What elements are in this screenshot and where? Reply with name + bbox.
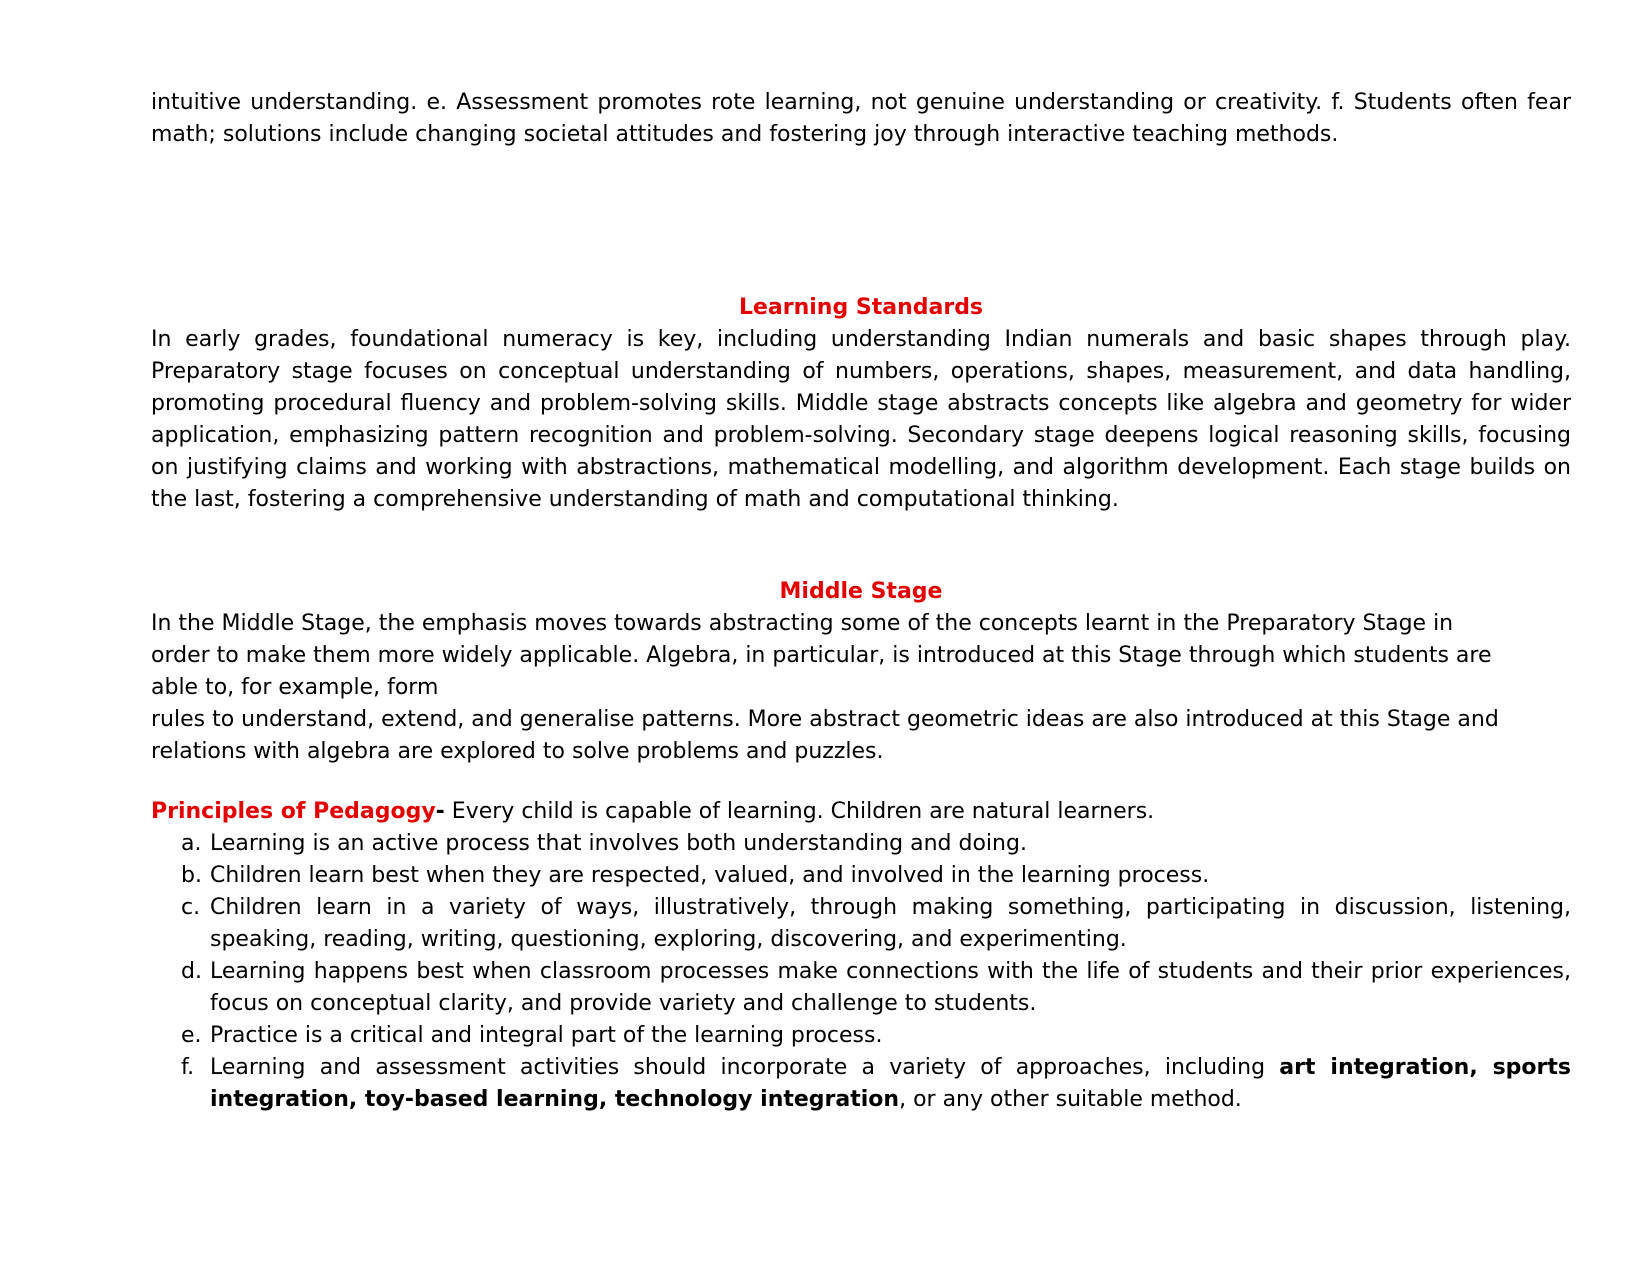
list-item xyxy=(151,828,1571,860)
middle-stage-line: able to, for example, form xyxy=(151,675,439,700)
learning-standards-body: In early grades, foundational numeracy is key, including understanding Indian numerals and basic shapes through play. Preparatory stage focuses on conceptual understanding of numbers, operations, shapes, measurement, and data handling, promoting procedural fluency and problem-solving skills. Middle stage abstracts concepts like algebra and geometry for wider application, emphasizing pattern recognition and problem-solving. Secondary stage deepens logical reasoning skills, focusing on justifying claims and working with abstractions, mathematical modelling, and algorithm development. Each stage builds on the last, fostering a comprehensive understanding of math and computational thinking. xyxy=(151,327,1571,512)
list-item xyxy=(151,956,1571,1020)
list-item-text-after: , or any other suitable method. xyxy=(899,1087,1242,1112)
middle-stage-body xyxy=(151,608,1571,768)
pedagogy-dash: - xyxy=(435,799,445,824)
list-item-text: Children learn in a variety of ways, illustratively, through making something, participating in discussion, listening, speaking, reading, writing, questioning, exploring, discovering, and experimenting. xyxy=(210,895,1571,952)
list-marker: a. xyxy=(181,831,202,856)
list-item xyxy=(151,860,1571,892)
list-item xyxy=(151,1052,1571,1116)
learning-standards-heading: Learning Standards xyxy=(738,295,984,320)
pedagogy-intro-line xyxy=(151,796,1571,828)
continued-paragraph: intuitive understanding. e. Assessment promotes rote learning, not genuine understanding or creativity. f. Students often fear math; solutions include changing societal attitudes and fostering joy through interactive teaching methods. xyxy=(151,90,1571,147)
middle-stage-heading: Middle Stage xyxy=(779,579,943,604)
list-item-text: Learning happens best when classroom processes make connections with the life of students and their prior experiences, focus on conceptual clarity, and provide variety and challenge to students. xyxy=(210,959,1571,1016)
middle-stage-line: order to make them more widely applicable. Algebra, in particular, is introduced at this Stage through which students are xyxy=(151,643,1492,668)
pedagogy-intro: Every child is capable of learning. Children are natural learners. xyxy=(444,799,1155,824)
middle-stage-section xyxy=(151,576,1571,768)
pedagogy-section xyxy=(151,796,1571,1116)
pedagogy-list xyxy=(151,828,1571,1116)
list-marker: c. xyxy=(181,895,201,920)
list-item xyxy=(151,892,1571,956)
middle-stage-line: In the Middle Stage, the emphasis moves towards abstracting some of the concepts learnt in the Preparatory Stage in xyxy=(151,611,1454,636)
list-item xyxy=(151,1020,1571,1052)
list-item-bold-text: art integration, sports integration, toy-based learning, technology integration xyxy=(210,1055,1571,1112)
list-item-text: Practice is a critical and integral part of the learning process. xyxy=(210,1023,883,1048)
continued-paragraph-block xyxy=(151,87,1571,151)
list-item-text-before: Learning and assessment activities should incorporate a variety of approaches, including xyxy=(210,1055,1280,1080)
pedagogy-heading: Principles of Pedagogy xyxy=(151,799,436,824)
list-marker: d. xyxy=(181,959,202,984)
list-marker: b. xyxy=(181,863,202,888)
list-item-text: Learning is an active process that involves both understanding and doing. xyxy=(210,831,1027,856)
list-marker: f. xyxy=(181,1055,195,1080)
middle-stage-line: rules to understand, extend, and generalise patterns. More abstract geometric ideas are also introduced at this Stage and xyxy=(151,707,1499,732)
middle-stage-line: relations with algebra are explored to solve problems and puzzles. xyxy=(151,739,884,764)
learning-standards-section xyxy=(151,292,1571,516)
list-item-text: Children learn best when they are respected, valued, and involved in the learning process. xyxy=(210,863,1210,888)
list-marker: e. xyxy=(181,1023,202,1048)
